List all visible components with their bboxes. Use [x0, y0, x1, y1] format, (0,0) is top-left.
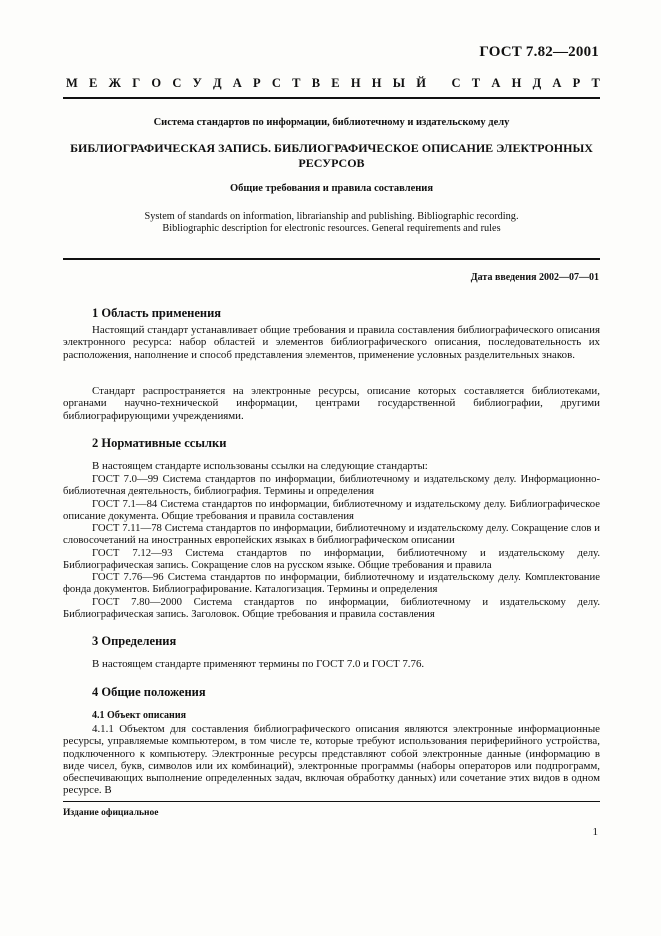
subsection-4-1-heading: 4.1 Объект описания [92, 710, 186, 721]
subtitle: Общие требования и правила составления [229, 183, 434, 194]
banner-letter: Т [591, 76, 600, 90]
section-4-paragraph: 4.1.1 Объектом для составления библиографического описания являются электронные информационные ресурсы, управляемые компьютером, в том числе те, которые требуют использования периферийного устройства, подключенного к компьютеру. Электронные ресурсы представляют собой электронные данные (информацию в виде чисел, букв, символов или их комбинаций), электронные программы (наборы операторов или подпрограмм, обеспечивающих выполнение определенных задач, включая обработку данных) или сочетание этих видов в одном ресурсе. В [63, 723, 600, 797]
reference-item: ГОСТ 7.80—2000 Система стандартов по информации, библиотечному и издательскому делу. Библиографическая запись. Заголовок. Общие требования и правила составления [63, 596, 600, 621]
section-3-paragraph: В настоящем стандарте применяют термины по ГОСТ 7.0 и ГОСТ 7.76. [92, 658, 425, 670]
banner-letter: А [232, 76, 242, 90]
banner-letter [437, 76, 440, 91]
english-title-line-1: System of standards on information, librarianship and publishing. Bibliographic recording. [144, 211, 519, 222]
banner-letter: Д [212, 76, 222, 90]
banner-letter: Й [416, 76, 426, 90]
banner-letter: М [66, 76, 78, 90]
banner-letter: С [451, 76, 461, 90]
main-title: БИБЛИОГРАФИЧЕСКАЯ ЗАПИСЬ. БИБЛИОГРАФИЧЕСКОЕ ОПИСАНИЕ ЭЛЕКТРОННЫХ РЕСУРСОВ [70, 141, 593, 170]
section-4-heading: 4 Общие положения [92, 685, 206, 699]
banner-letter: Н [511, 76, 522, 90]
section-2-intro: В настоящем стандарте использованы ссылки на следующие стандарты: [92, 460, 428, 472]
banner-letter: С [271, 76, 281, 90]
banner-letter: Р [572, 76, 581, 90]
banner-letter: А [552, 76, 562, 90]
section-1-paragraph-1: Настоящий стандарт устанавливает общие требования и правила составления библиографического описания электронного ресурса: набор областей и элементов библиографического описания, последовательность их расположения, наполнение и способ представления элементов, применение условных разделительных знаков. [63, 324, 600, 361]
official-edition-note: Издание официальное [63, 808, 159, 818]
section-1-paragraph-2: Стандарт распространяется на электронные ресурсы, описание которых составляется библиотеками, органами научно-технической информации, центрами государственной библиографии, другими библиографирующими учреждениями. [63, 385, 600, 422]
page-number: 1 [592, 826, 598, 838]
reference-item: ГОСТ 7.11—78 Система стандартов по информации, библиотечному и издательскому делу. Сокращение слов и словосочетаний на иностранных европейских языках в библиографическом описании [63, 522, 600, 547]
reference-item: ГОСТ 7.0—99 Система стандартов по информации, библиотечному и издательскому делу. Информационно-библиотечная деятельность, библиография. Термины и определения [63, 473, 600, 498]
section-3-heading: 3 Определения [92, 634, 177, 648]
reference-item: ГОСТ 7.76—96 Система стандартов по информации, библиотечному и издательскому делу. Комплектование фонда документов. Библиографирование. Каталогизация. Термины и определения [63, 571, 600, 596]
banner-letter: Т [471, 76, 481, 90]
banner-letter: Ж [108, 76, 121, 90]
banner-letter: А [491, 76, 501, 90]
banner-letter: Т [292, 76, 301, 90]
middle-rule [63, 258, 600, 260]
section-2-heading: 2 Нормативные ссылки [92, 436, 227, 450]
section-1-heading: 1 Область применения [92, 306, 222, 320]
reference-item: ГОСТ 7.12—93 Система стандартов по информации, библиотечному и издательскому делу. Библиографическая запись. Сокращение слов на русском языке. Общие требования и правила [63, 547, 600, 572]
banner-letter: Р [253, 76, 261, 90]
banner-letter: Е [331, 76, 340, 90]
english-title [63, 211, 600, 235]
banner-letter: Н [350, 76, 361, 90]
banner-letter: Н [371, 76, 382, 90]
banner-letter: О [151, 76, 162, 90]
reference-item: ГОСТ 7.1—84 Система стандартов по информации, библиотечному и издательскому делу. Библиографическое описание документа. Общие требования и правила составления [63, 498, 600, 523]
banner-letter: Е [89, 76, 98, 90]
series-title: Система стандартов по информации, библиотечному и издательскому делу [153, 117, 510, 128]
effective-date: Дата введения 2002—07—01 [470, 272, 599, 283]
english-title-line-2: Bibliographic description for electronic resources. General requirements and rules [162, 223, 501, 234]
banner-letter: Д [532, 76, 542, 90]
footer-rule [63, 801, 600, 802]
banner-letter: В [311, 76, 321, 90]
top-rule [63, 97, 600, 99]
banner-letter: Г [132, 76, 141, 90]
banner-letter: У [192, 76, 202, 90]
banner-letter: С [172, 76, 182, 90]
interstate-standard-banner [66, 76, 600, 91]
banner-letter: Ы [392, 76, 406, 90]
gost-number: ГОСТ 7.82—2001 [479, 44, 599, 60]
